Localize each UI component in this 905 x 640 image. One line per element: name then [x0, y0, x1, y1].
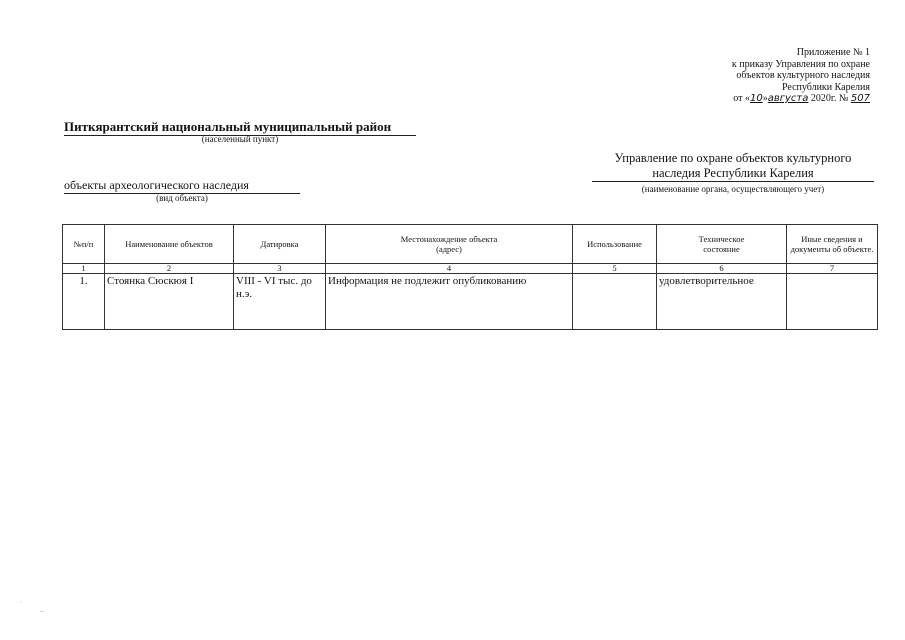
column-number: 2 — [105, 264, 234, 274]
appendix-line-1: Приложение № 1 — [796, 47, 870, 58]
header-tech-line-1: Техническое — [698, 234, 745, 244]
header-tech-line-2: состояние — [703, 244, 740, 254]
header-other: Иные сведения и документы об объекте. — [787, 225, 878, 264]
date-number: 507 — [850, 93, 870, 104]
authority-caption: (наименование органа, осуществляющего учет) — [641, 184, 825, 194]
appendix-block — [732, 47, 870, 105]
column-number: 6 — [657, 264, 787, 274]
cell-num: 1. — [63, 274, 105, 330]
header-name: Наименование объектов — [105, 225, 234, 264]
column-number: 5 — [573, 264, 657, 274]
header-location — [326, 225, 573, 264]
header-location-line-1: Местонахождение объекта — [400, 234, 498, 244]
appendix-line-3: объектов культурного наследия — [736, 70, 870, 81]
registry-table — [62, 224, 878, 330]
header-num: №п/п — [63, 225, 105, 264]
column-numbers-row — [63, 264, 878, 274]
column-number: 4 — [326, 264, 573, 274]
header-usage: Использование — [573, 225, 657, 264]
settlement-caption: (населенный пункт) — [201, 134, 279, 144]
appendix-date-line — [732, 93, 870, 105]
date-day: 10 — [750, 93, 763, 104]
cell-name: Стоянка Сюскюя I — [105, 274, 234, 330]
scan-speck: · — [20, 600, 22, 606]
table-row — [63, 274, 878, 330]
date-prefix: от « — [733, 93, 750, 104]
header-dating: Датировка — [234, 225, 326, 264]
date-mid: » — [762, 93, 768, 104]
date-year: 2020г. № — [810, 93, 849, 104]
column-number: 3 — [234, 264, 326, 274]
header-tech — [657, 225, 787, 264]
cell-location: Информация не подлежит опубликованию — [326, 274, 573, 330]
column-number: 7 — [787, 264, 878, 274]
district-name: Питкярантский национальный муниципальный район — [64, 119, 416, 136]
appendix-line-2: к приказу Управления по охране — [731, 58, 870, 70]
scan-speck: ‥ — [40, 608, 45, 614]
object-type: объекты археологического наследия — [64, 178, 300, 194]
object-type-caption: (вид объекта) — [156, 193, 208, 203]
header-location-line-2: (адрес) — [436, 244, 462, 254]
authority-name: Управление по охране объектов культурного наследия Республики Карелия — [592, 151, 874, 182]
appendix-line-4: Республики Карелия — [781, 81, 870, 93]
column-number: 1 — [63, 264, 105, 274]
cell-dating: VIII - VI тыс. до н.э. — [234, 274, 326, 330]
cell-tech: удовлетворительное — [657, 274, 787, 330]
cell-usage — [573, 274, 657, 330]
cell-other — [787, 274, 878, 330]
date-month: августа — [767, 93, 809, 104]
